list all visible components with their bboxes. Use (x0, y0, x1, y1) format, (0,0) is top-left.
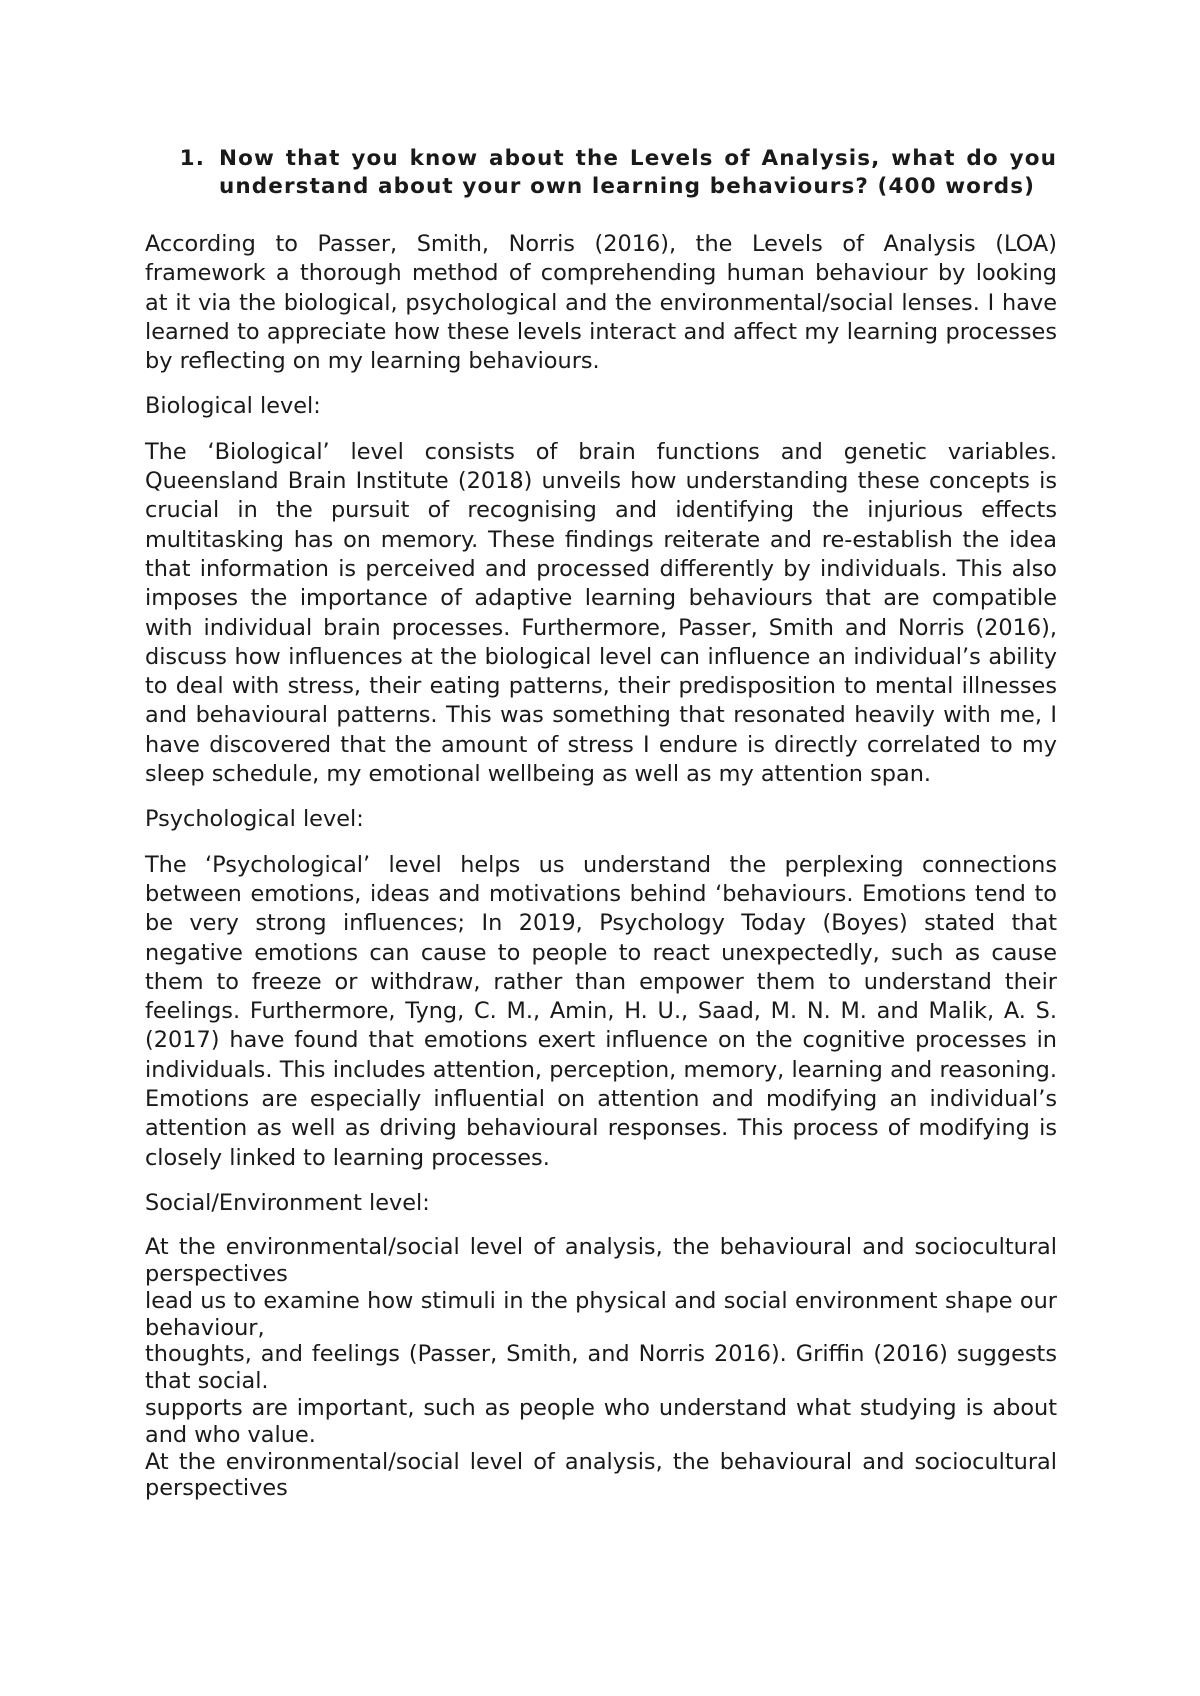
question-heading (145, 145, 1057, 200)
biological-level-label: Biological level: (145, 393, 321, 420)
social-line: At the environmental/social level of analysis, the behavioural and sociocultural perspectives (145, 1234, 1057, 1287)
intro-paragraph: According to Passer, Smith, Norris (2016), the Levels of Analysis (LOA) framework a thorough method of comprehending human behaviour by looking at it via the biological, psychological and the environmental/social lenses. I have learned to appreciate how these levels interact and affect my learning processes by reflecting on my learning behaviours. (145, 231, 1057, 375)
social-line: supports are important, such as people who understand what studying is about and who value. (145, 1394, 1057, 1448)
social-line: lead us to examine how stimuli in the physical and social environment shape our behaviour, (145, 1287, 1057, 1341)
psychological-level-label: Psychological level: (145, 806, 364, 833)
question-number: 1. (179, 146, 205, 171)
psychological-level-paragraph: The ‘Psychological’ level helps us understand the perplexing connections between emotions, ideas and motivations behind ‘behaviours. Emotions tend to be very strong influences; In 2019, Psychology Today (Boyes) stated that negative emotions can cause to people to react unexpectedly, such as cause them to freeze or withdraw, rather than empower them to understand their feelings. Furthermore, Tyng, C. M., Amin, H. U., Saad, M. N. M. and Malik, A. S. (2017) have found that emotions exert influence on the cognitive processes in individuals. This includes attention, perception, memory, learning and reasoning. Emotions are especially influential on attention and modifying an individual’s attention as well as driving behavioural responses. This process of modifying is closely linked to learning processes. (145, 851, 1057, 1171)
social-level-label: Social/Environment level: (145, 1189, 430, 1216)
social-line: thoughts, and feelings (Passer, Smith, and Norris 2016). Griffin (2016) suggests that social. (145, 1341, 1057, 1395)
document-body (145, 145, 1057, 1502)
biological-level-paragraph: The ‘Biological’ level consists of brain functions and genetic variables. Queensland Brain Institute (2018) unveils how understanding these concepts is crucial in the pursuit of recognising and identifying the injurious effects multitasking has on memory. These findings reiterate and re-establish the idea that information is perceived and processed differently by individuals. This also imposes the importance of adaptive learning behaviours that are compatible with individual brain processes. Furthermore, Passer, Smith and Norris (2016), discuss how influences at the biological level can influence an individual’s ability to deal with stress, their eating patterns, their predisposition to mental illnesses and behavioural patterns. This was something that resonated heavily with me, I have discovered that the amount of stress I endure is directly correlated to my sleep schedule, my emotional wellbeing as well as my attention span. (145, 438, 1057, 788)
question-text: Now that you know about the Levels of Analysis, what do you understand about your own learning behaviours? (400 words) (219, 146, 1057, 199)
social-line: At the environmental/social level of analysis, the behavioural and sociocultural perspectives (145, 1448, 1057, 1502)
social-level-text (145, 1234, 1057, 1502)
